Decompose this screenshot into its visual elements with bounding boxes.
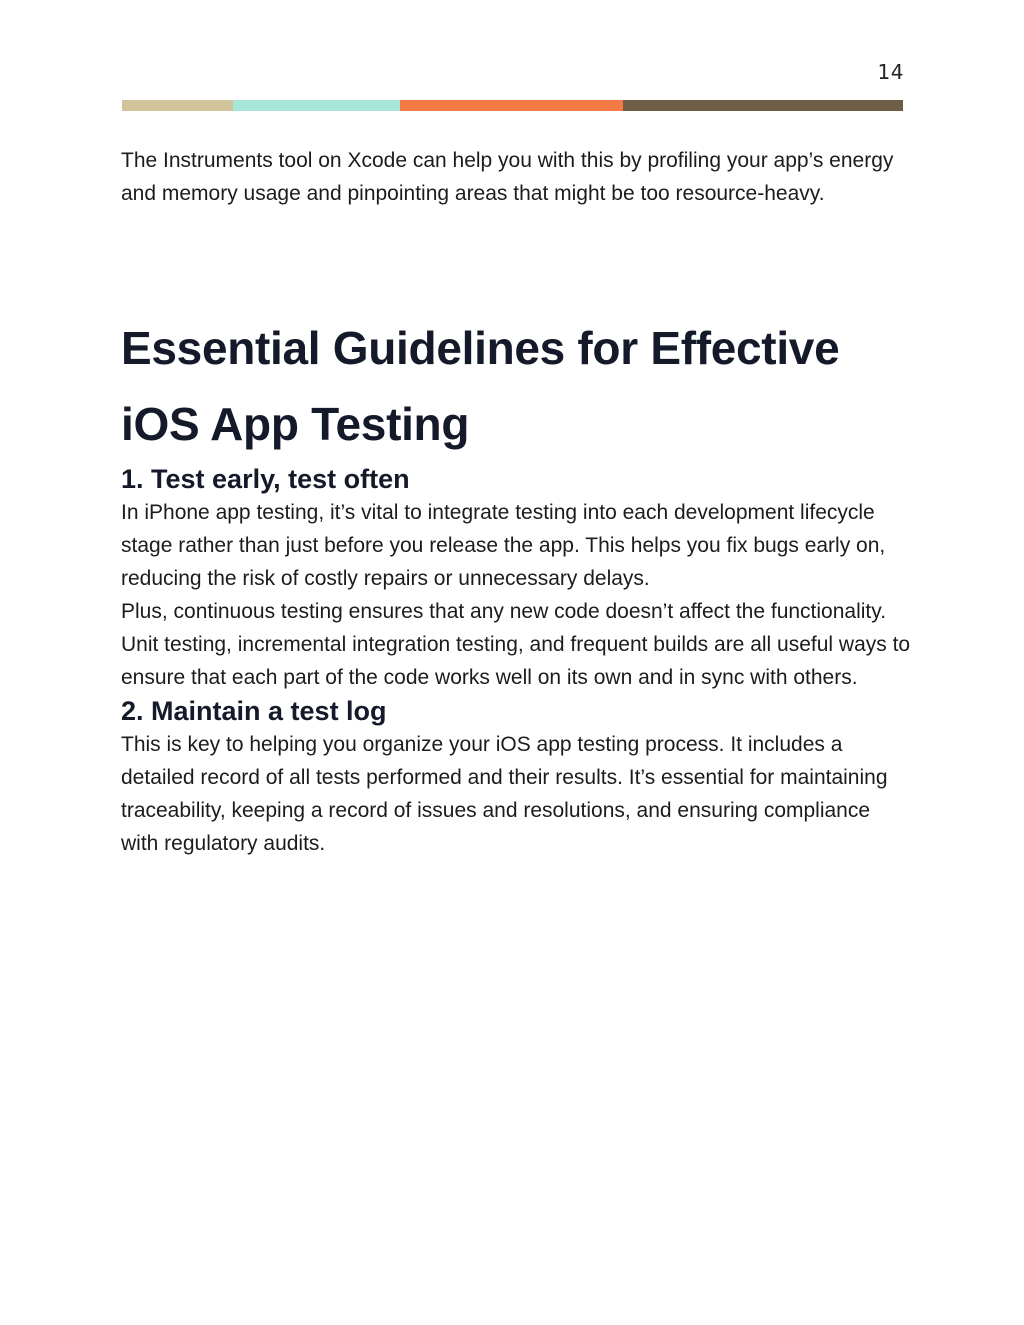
- paragraph-test-early-1: In iPhone app testing, it’s vital to integrate testing into each development lifecycle stage rather than just before you release the app. This helps you fix bugs early on, reducing the risk of costly repairs or unnecessary delays.: [121, 501, 886, 590]
- header-accent-bar: [122, 100, 903, 111]
- accent-segment-orange: [400, 100, 623, 111]
- intro-paragraph: The Instruments tool on Xcode can help you with this by profiling your app’s energy and memory usage and pinpointing areas that might be too resource-heavy.: [121, 149, 894, 205]
- section-title: Essential Guidelines for Effective iOS App Testing: [121, 322, 840, 450]
- page-number: 14: [877, 60, 904, 84]
- page-content: [121, 144, 911, 860]
- accent-segment-tan: [122, 100, 233, 111]
- paragraph-test-early-2: Plus, continuous testing ensures that any new code doesn’t affect the functionality. Unit testing, incremental integration testing, and frequent builds are all useful ways to ensure that each part of the code works well on its own and in sync with others.: [121, 600, 911, 689]
- accent-segment-brown: [623, 100, 903, 111]
- paragraph-test-log-1: This is key to helping you organize your iOS app testing process. It includes a detailed record of all tests performed and their results. It’s essential for maintaining traceability, keeping a record of issues and resolutions, and ensuring compliance with regulatory audits.: [121, 733, 888, 855]
- subsection-heading-test-log: 2. Maintain a test log: [121, 696, 387, 726]
- subsection-heading-test-early: 1. Test early, test often: [121, 464, 410, 494]
- accent-segment-mint: [233, 100, 400, 111]
